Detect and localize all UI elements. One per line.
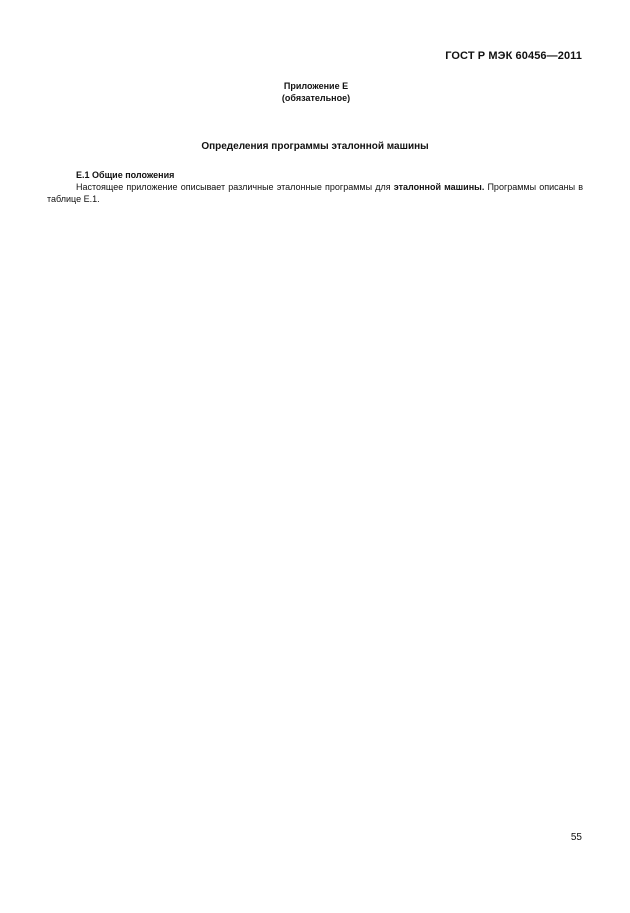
document-code: ГОСТ Р МЭК 60456—2011 [445,50,582,62]
annex-heading [0,80,630,104]
paragraph-text-end: Программы описаны в таблице Е.1. [47,182,583,204]
annex-status: (обязательное) [281,93,351,103]
body-paragraph [47,181,583,205]
paragraph-term: эталонной машины. [393,182,485,192]
content-body [47,169,583,205]
subsection-heading: Е.1 Общие положения [76,170,175,180]
section-title: Определения программы эталонной машины [201,141,429,152]
annex-title: Приложение Е [283,81,349,91]
page-number: 55 [570,832,582,843]
paragraph-text-start: Настоящее приложение описывает различные эталонные программы для [76,182,394,192]
